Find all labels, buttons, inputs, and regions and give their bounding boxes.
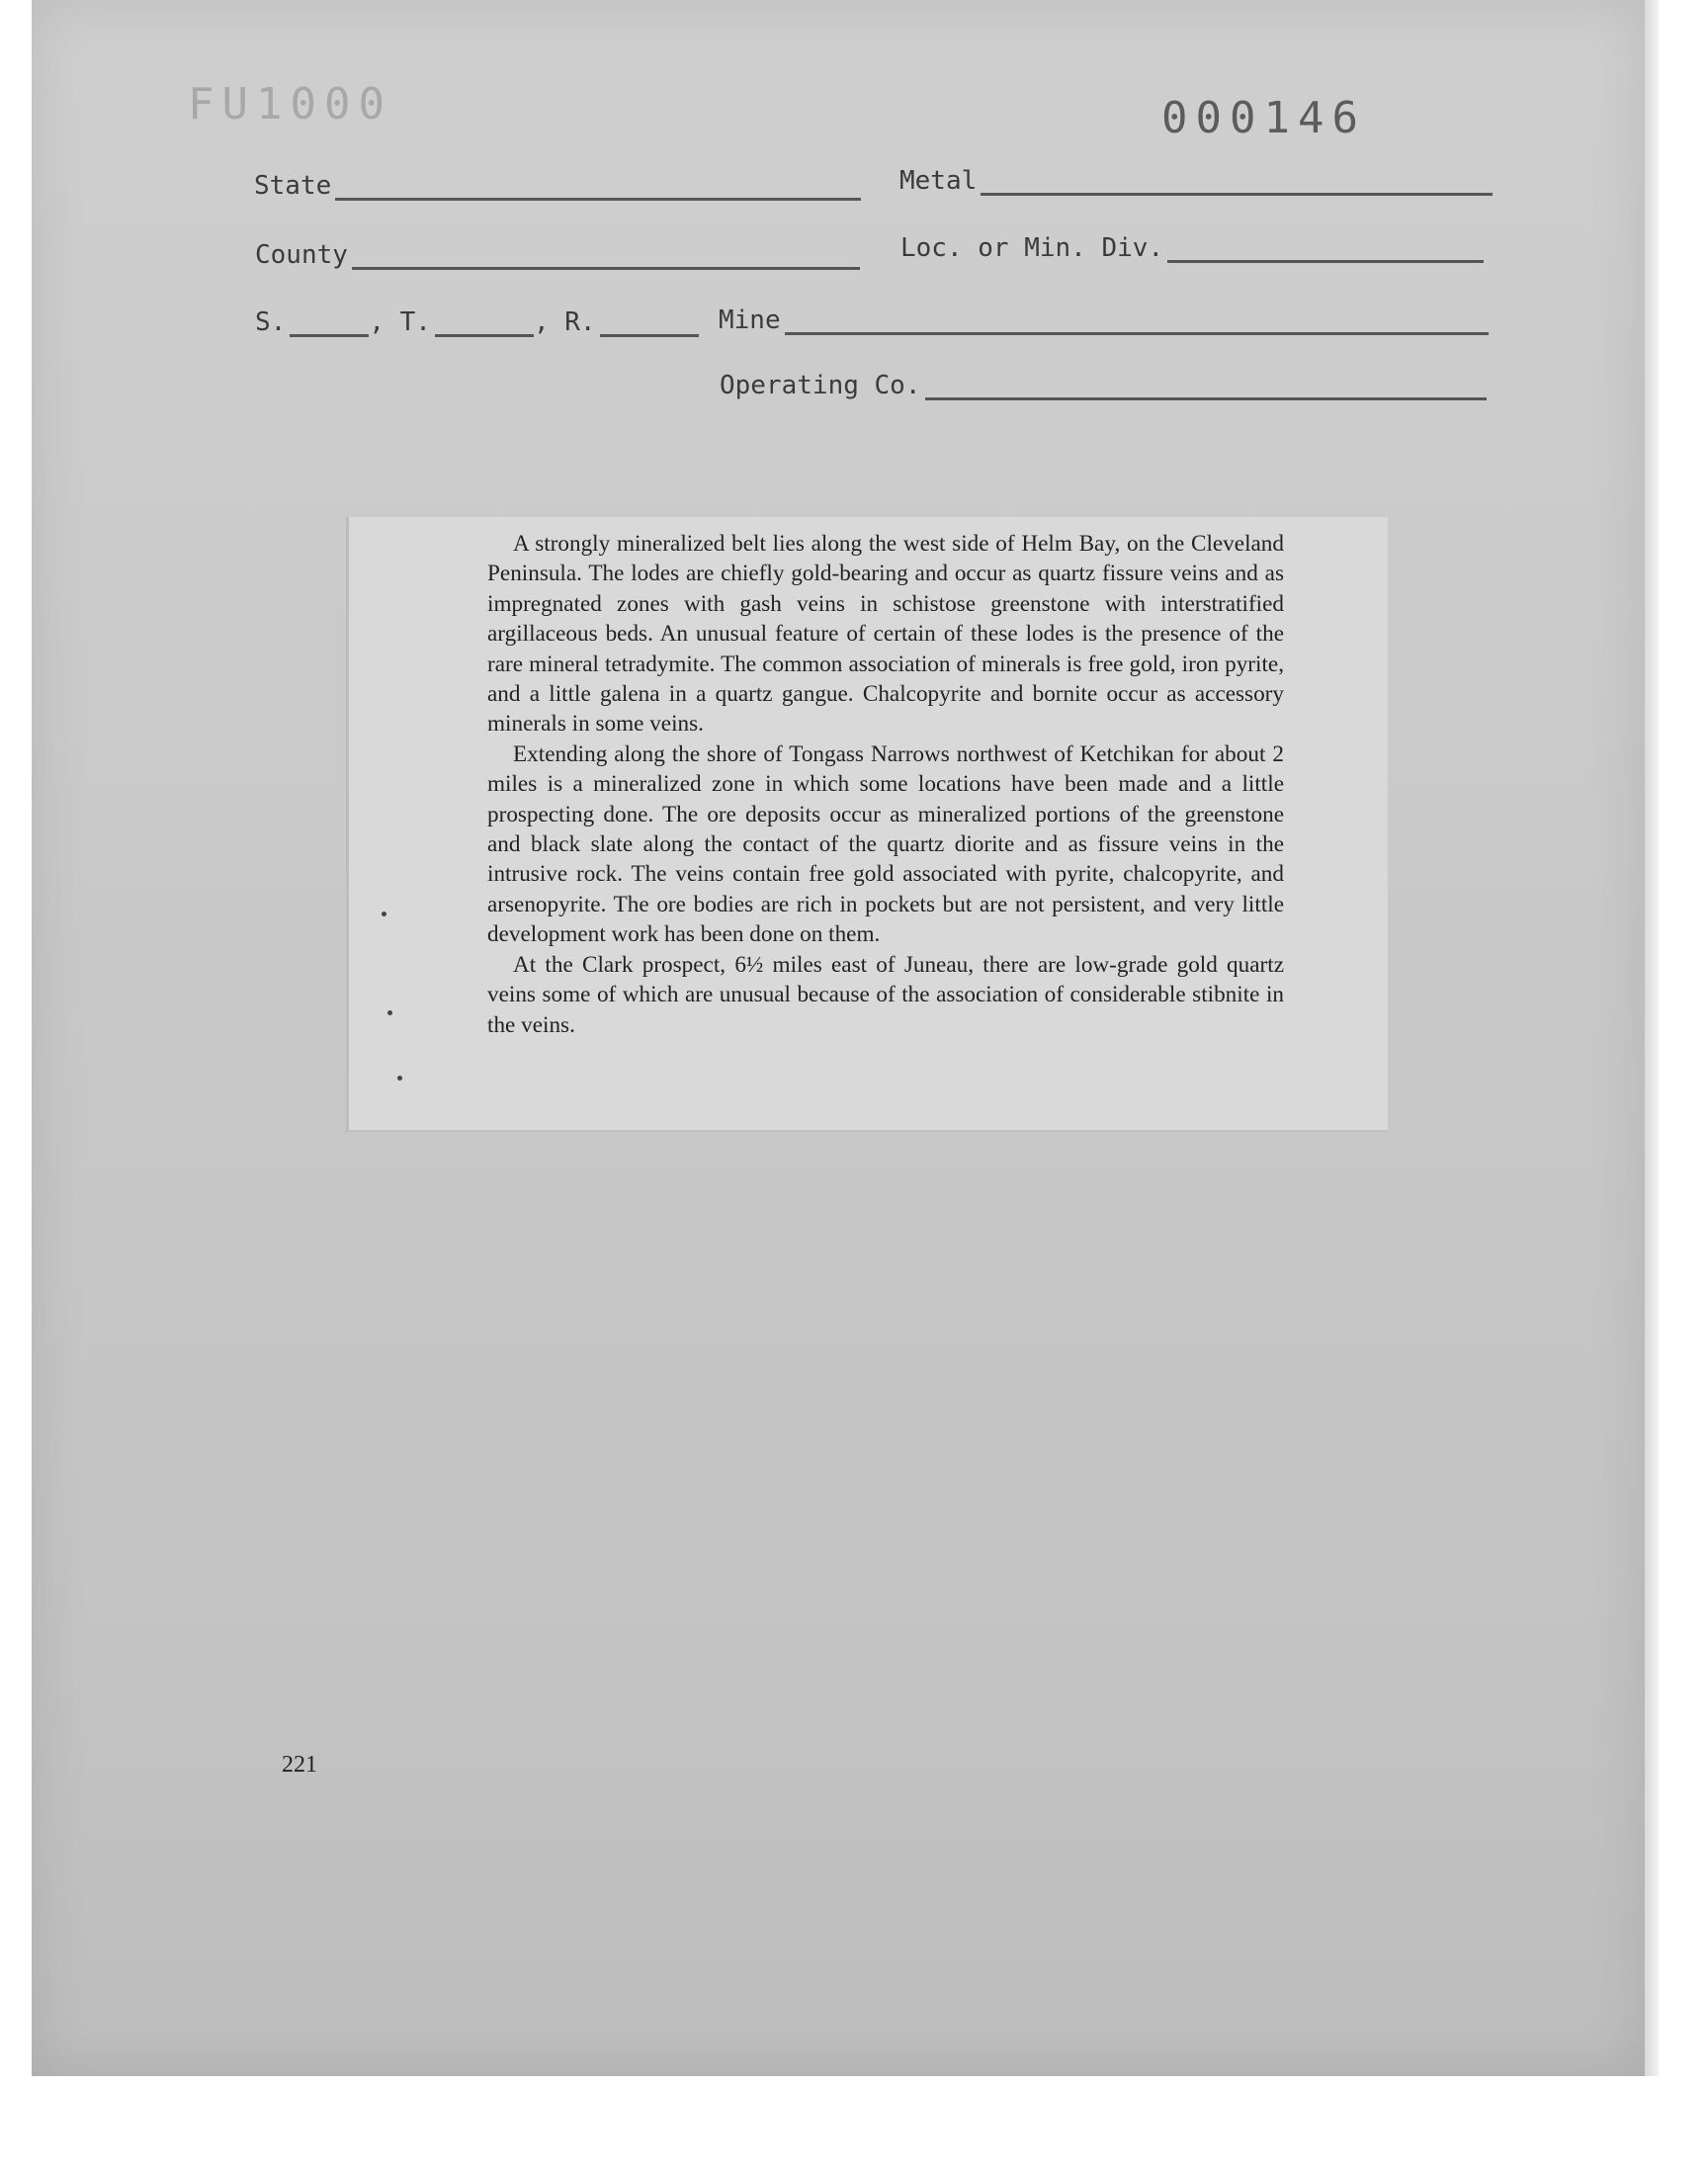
township-label: , T. bbox=[369, 307, 431, 337]
form-row-str bbox=[255, 304, 699, 337]
page-edge-shadow bbox=[1645, 0, 1659, 2076]
county-label: County bbox=[255, 240, 348, 270]
form-row-operating bbox=[720, 368, 1487, 400]
clipping-text bbox=[487, 529, 1284, 1040]
margin-speck bbox=[387, 1010, 392, 1015]
section-field[interactable] bbox=[290, 304, 369, 337]
form-row-loc bbox=[900, 230, 1484, 263]
loc-label: Loc. or Min. Div. bbox=[900, 233, 1164, 263]
range-label: , R. bbox=[533, 307, 596, 337]
pasted-text-clipping bbox=[346, 517, 1388, 1132]
form-row-metal bbox=[899, 163, 1493, 196]
township-field[interactable] bbox=[435, 304, 534, 337]
county-field[interactable] bbox=[352, 237, 860, 270]
faded-stamp-number: FU1000 bbox=[188, 79, 392, 130]
page-number: 221 bbox=[282, 1752, 317, 1778]
clipping-paragraph: A strongly mineralized belt lies along the west side of Helm Bay, on the Cleveland Peninsula. The lodes are chiefly gold-bearing and occur as quartz fissure veins and as impregnated zones with gash veins in schistose greenstone with interstratified argillaceous beds. An unusual feature of certain of these lodes is the presence of the rare mineral tetradymite. The common association of minerals is free gold, iron pyrite, and a little galena in a quartz gangue. Chalcopyrite and bornite occur as accessory minerals in some veins. bbox=[487, 531, 1284, 738]
state-field[interactable] bbox=[335, 168, 861, 201]
margin-speck bbox=[382, 912, 386, 916]
operating-co-field[interactable] bbox=[925, 368, 1487, 400]
operating-co-label: Operating Co. bbox=[720, 371, 921, 400]
margin-speck bbox=[397, 1076, 402, 1081]
clipping-paragraph: At the Clark prospect, 6½ miles east of Juneau, there are low-grade gold quartz veins some of which are unusual because of the association of considerable stibnite in the veins. bbox=[487, 951, 1284, 1038]
document-stamp-number: 000146 bbox=[1161, 93, 1366, 143]
form-row-state bbox=[254, 168, 861, 201]
metal-field[interactable] bbox=[981, 163, 1493, 196]
metal-label: Metal bbox=[899, 166, 978, 196]
section-label: S. bbox=[255, 307, 287, 337]
clipping-paragraph: Extending along the shore of Tongass Narrows northwest of Ketchikan for about 2 miles is a mineralized zone in which some locations have been made and a little prospecting done. The ore deposits occur as mineralized portions of the greenstone and black slate along the contact of the quartz diorite and as fissure veins in the intrusive rock. The veins contain free gold associated with pyrite, chalcopyrite, and arsenopyrite. The ore bodies are rich in pockets but are not persistent, and very little development work has been done on them. bbox=[487, 740, 1284, 948]
mine-label: Mine bbox=[719, 305, 781, 335]
form-row-mine bbox=[719, 303, 1489, 335]
state-label: State bbox=[254, 171, 332, 201]
mine-field[interactable] bbox=[785, 303, 1489, 335]
range-field[interactable] bbox=[600, 304, 699, 337]
loc-field[interactable] bbox=[1167, 230, 1484, 263]
form-row-county bbox=[255, 237, 860, 270]
